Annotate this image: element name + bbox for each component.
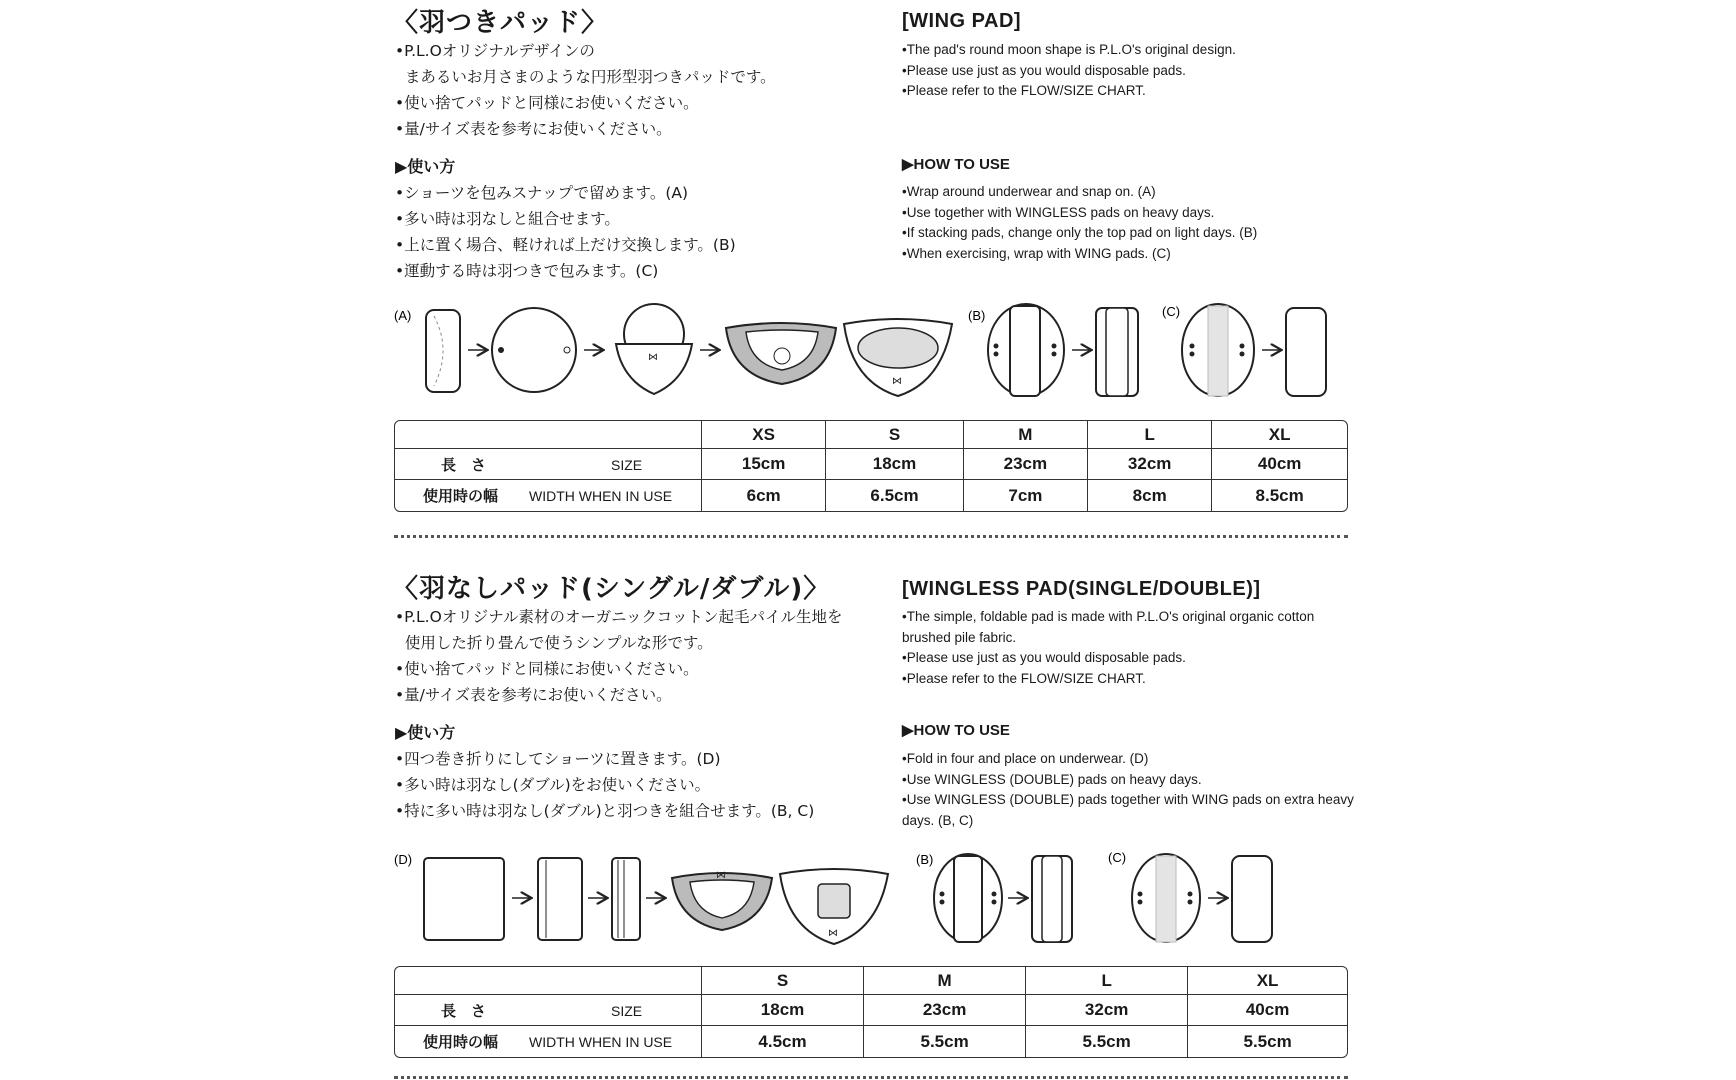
length-cell: 40cm (1188, 995, 1347, 1026)
wing-pad-wrap-icon (1132, 854, 1200, 942)
wingless-jp-howto-item: •多い時は羽なし(ダブル)をお使いください。 (395, 776, 711, 794)
wing-jp-desc-line: •P.L.Oオリジナルデザインの (395, 42, 595, 60)
wingless-en-howto-title: ▶HOW TO USE (902, 722, 1010, 739)
length-cell: 18cm (702, 995, 864, 1026)
wing-jp-howto-item: •運動する時は羽つきで包みます。(C) (395, 262, 659, 280)
wingless-jp-howto-list (395, 746, 814, 824)
wing-en-desc-line: •Please refer to the FLOW/SIZE CHART. (902, 83, 1146, 98)
round-pad-icon (492, 308, 576, 392)
stacked-wing-pad-icon (988, 304, 1064, 396)
wing-jp-desc-line: •量/サイズ表を参考にお使いください。 (395, 120, 672, 138)
svg-text:⋈: ⋈ (648, 352, 658, 363)
table-header-row (395, 967, 1347, 995)
wrapped-roll-icon (1232, 856, 1272, 942)
length-cell: 40cm (1212, 449, 1347, 480)
width-label-en: WIDTH WHEN IN USE (529, 488, 673, 504)
length-row-label (395, 449, 702, 480)
table-row (395, 449, 1347, 480)
size-header: XL (1188, 967, 1347, 995)
wing-pad-wrap-icon (1182, 304, 1254, 396)
width-cell: 6.5cm (826, 480, 963, 511)
wing-en-howto-list (902, 182, 1257, 264)
section-divider (394, 535, 1348, 538)
table-row (395, 995, 1347, 1026)
length-cell: 23cm (864, 995, 1026, 1026)
wing-en-desc-line: •The pad's round moon shape is P.L.O's original design. (902, 42, 1236, 57)
wingless-jp-title: 〈羽なしパッド(シングル/ダブル)〉 (392, 574, 831, 604)
diagram-label-d: (D) (394, 852, 413, 867)
width-cell: 8cm (1088, 480, 1212, 511)
wing-jp-description (395, 38, 776, 142)
width-cell: 5.5cm (1243, 1031, 1292, 1051)
size-header: S (826, 421, 963, 449)
size-header: L (1088, 421, 1212, 449)
width-cell: 8.5cm (1255, 485, 1304, 505)
wingless-en-desc-line: •Please use just as you would disposable pads. (902, 650, 1186, 665)
wingless-jp-desc-line: 使用した折り畳んで使うシンプルな形です。 (395, 634, 713, 652)
wingless-jp-desc-line: •使い捨てパッドと同様にお使いください。 (395, 660, 699, 678)
size-header: L (1026, 967, 1188, 995)
width-cell: 5.5cm (1026, 1026, 1188, 1057)
wingless-size-table (394, 966, 1348, 1058)
wing-jp-howto-item: •上に置く場合、軽ければ上だけ交換します。(B) (395, 236, 736, 254)
wingless-usage-diagram (390, 848, 1290, 948)
wingless-en-howto-item: •Fold in four and place on underwear. (D) (902, 751, 1149, 766)
svg-text:⋈: ⋈ (716, 870, 726, 881)
stacked-pads-closed-icon (1096, 308, 1138, 396)
wingless-en-desc-line: •Please refer to the FLOW/SIZE CHART. (902, 670, 1146, 686)
wing-en-howto-title: ▶HOW TO USE (902, 156, 1010, 173)
wingless-en-howto-item: •Use WINGLESS (DOUBLE) pads together with WING pads on extra heavy (902, 792, 1354, 807)
length-label-en: SIZE (611, 456, 643, 473)
svg-text:⋈: ⋈ (828, 928, 838, 939)
width-cell: 7cm (964, 480, 1088, 511)
length-cell: 32cm (1088, 449, 1212, 480)
flat-pad-icon (424, 858, 504, 940)
wing-en-desc-line: •Please use just as you would disposable pads. (902, 62, 1186, 78)
diagram-label-a: (A) (394, 308, 412, 323)
wrapped-underwear-icon (726, 323, 836, 384)
diagram-label-b: (B) (968, 308, 986, 323)
wingless-jp-howto-item: •四つ巻き折りにしてショーツに置きます。(D) (395, 750, 721, 768)
wingless-jp-description (395, 604, 842, 708)
diagram-label-b: (B) (916, 852, 934, 867)
svg-text:⋈: ⋈ (892, 376, 902, 387)
wingless-en-description (902, 607, 1314, 689)
length-label-en: SIZE (611, 1002, 643, 1019)
width-cell: 6cm (702, 480, 826, 511)
width-label-jp: 使用時の幅 (423, 487, 499, 505)
wing-en-howto-item: •Use together with WINGLESS pads on heavy days. (902, 204, 1215, 220)
table-corner-cell (395, 967, 702, 995)
length-cell: 32cm (1026, 995, 1188, 1026)
wing-en-title: [WING PAD] (902, 10, 1022, 32)
length-label-jp: 長 さ (441, 455, 487, 474)
wing-jp-title: 〈羽つきパッド〉 (392, 8, 609, 38)
table-corner-cell (395, 421, 702, 449)
wingless-jp-desc-line: •P.L.Oオリジナル素材のオーガニックコットン起毛パイル生地を (395, 608, 843, 626)
wingless-jp-howto-item: •特に多い時は羽なし(ダブル)と羽つきを組合せます。(B, C) (395, 802, 815, 820)
wrapped-roll-icon (1286, 308, 1326, 396)
wing-jp-howto-item: •多い時は羽なしと組合せます。 (395, 210, 620, 228)
wingless-en-howto-list (902, 749, 1354, 831)
width-row-label (395, 1026, 702, 1057)
wing-jp-desc-line: •使い捨てパッドと同様にお使いください。 (395, 94, 699, 112)
folded-pad-icon (538, 858, 582, 940)
width-label-en: WIDTH WHEN IN USE (529, 1034, 673, 1050)
table-row (395, 1026, 1347, 1057)
diagram-label-c: (C) (1108, 850, 1127, 865)
stacked-pads-closed-icon (1032, 856, 1072, 942)
wing-size-table (394, 420, 1348, 512)
width-row-label (395, 480, 702, 511)
pad-on-underwear-icon (616, 304, 692, 394)
wing-jp-howto-title: ▶使い方 (395, 157, 456, 176)
wingless-jp-desc-line: •量/サイズ表を参考にお使いください。 (395, 686, 672, 704)
length-label-jp: 長 さ (441, 1001, 487, 1020)
wing-en-howto-item: •When exercising, wrap with WING pads. (C) (902, 245, 1171, 261)
size-header: XS (702, 421, 826, 449)
length-cell: 15cm (702, 449, 826, 480)
wing-en-description (902, 40, 1236, 102)
wingless-jp-howto-title: ▶使い方 (395, 723, 456, 742)
wingless-en-desc-line: brushed pile fabric. (902, 629, 1017, 645)
width-cell: 5.5cm (864, 1026, 1026, 1057)
size-header: S (702, 967, 864, 995)
table-row (395, 480, 1347, 511)
wing-en-howto-item: •If stacking pads, change only the top pad on light days. (B) (902, 225, 1258, 240)
width-cell: 4.5cm (702, 1026, 864, 1057)
rolled-wingless-pad-icon (612, 858, 640, 940)
underwear-back-icon (672, 870, 772, 930)
wing-usage-diagram (390, 298, 1350, 408)
size-header: M (864, 967, 1026, 995)
length-row-label (395, 995, 702, 1026)
wing-jp-howto-item: •ショーツを包みスナップで留めます。(A) (395, 184, 689, 202)
width-label-jp: 使用時の幅 (423, 1033, 499, 1051)
wingless-en-title: [WINGLESS PAD(SINGLE/DOUBLE)] (902, 578, 1261, 600)
size-header: XL (1212, 421, 1347, 449)
length-cell: 23cm (964, 449, 1088, 480)
section-divider (394, 1076, 1348, 1079)
wingless-en-desc-line: •The simple, foldable pad is made with P.L.O's original organic cotton (902, 609, 1315, 624)
length-cell: 18cm (826, 449, 963, 480)
underwear-with-pad-icon (780, 869, 888, 944)
wingless-en-howto-item: •Use WINGLESS (DOUBLE) pads on heavy days. (902, 771, 1202, 787)
underwear-front-icon (844, 319, 952, 396)
rolled-pad-icon (426, 310, 460, 392)
table-header-row (395, 421, 1347, 449)
diagram-label-c: (C) (1162, 304, 1181, 319)
wing-jp-desc-line: まあるいお月さまのような円形型羽つきパッドです。 (395, 68, 776, 86)
stacked-wing-pad-icon (934, 854, 1002, 942)
size-header: M (964, 421, 1088, 449)
wingless-en-howto-item: days. (B, C) (902, 812, 974, 828)
wing-jp-howto-list (395, 180, 736, 284)
wing-en-howto-item: •Wrap around underwear and snap on. (A) (902, 184, 1156, 199)
